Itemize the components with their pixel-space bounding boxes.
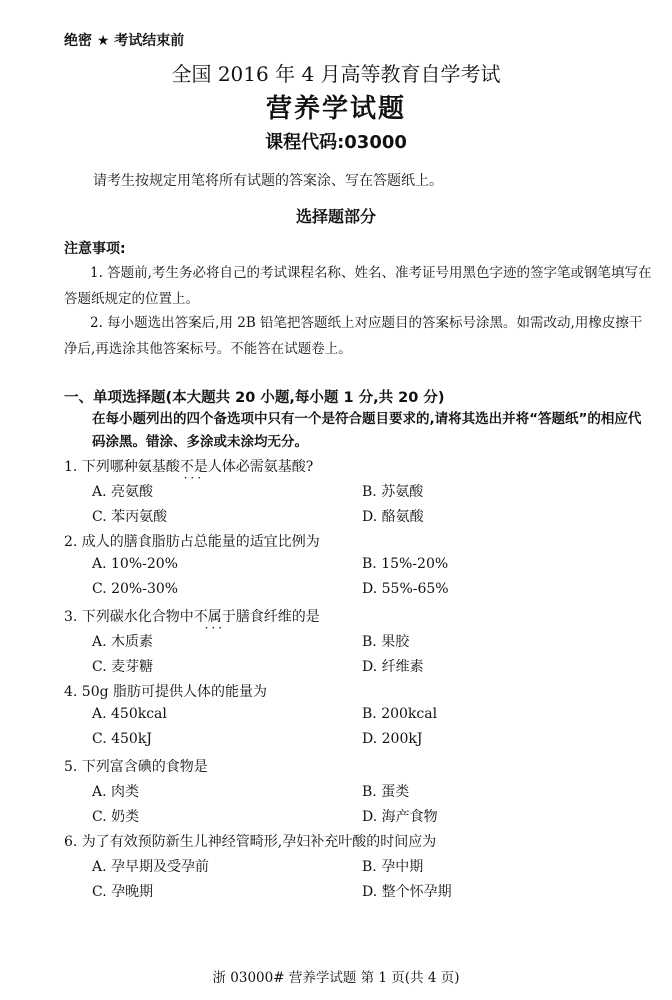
question-2-option-c: C. 20%-30%: [92, 581, 179, 597]
part-title: 选择题部分: [295, 207, 376, 226]
question-6-option-c: C. 孕晚期: [92, 884, 154, 900]
emphasized-text: 不是 ···: [180, 459, 208, 475]
question-4-option-c: C. 450kJ: [92, 731, 152, 747]
question-3-stem: [64, 606, 320, 626]
notes-heading: 注意事项:: [64, 241, 126, 257]
question-4-option-b: B. 200kcal: [362, 706, 438, 722]
section-description: 在每小题列出的四个备选项中只有一个是符合题目要求的,请将其选出并将“答题纸”的相应代码涂黑。错涂、多涂或未涂均无分。: [92, 411, 642, 450]
question-stem-text: 1. 下列哪种氨基酸: [64, 459, 180, 475]
question-3-option-c: C. 麦芽糖: [92, 659, 154, 675]
question-stem-text: 5. 下列富含碘的食物是: [64, 759, 208, 775]
emphasized-text: 不属于 ···: [194, 609, 236, 625]
question-1-option-b: B. 苏氨酸: [362, 484, 424, 500]
question-stem-text: 2. 成人的膳食脂肪占总能量的适宜比例为: [64, 534, 320, 550]
question-2-option-b: B. 15%-20%: [362, 556, 449, 572]
subject-title: 营养学试题: [265, 94, 406, 124]
exam-instruction: 请考生按规定用笔将所有试题的答案涂、写在答题纸上。: [93, 173, 443, 189]
note-item-2: 2. 每小题选出答案后,用 2B 铅笔把答题纸上对应题目的答案标号涂黑。如需改动,用橡皮擦干净后,再选涂其他答案标号。不能答在试题卷上。: [64, 315, 643, 357]
question-1-option-d: D. 酪氨酸: [362, 509, 424, 525]
question-stem-text: 人体必需氨基酸?: [207, 459, 314, 475]
question-1-option-a: A. 亮氨酸: [92, 484, 154, 500]
question-4-option-d: D. 200kJ: [362, 731, 423, 747]
question-1-stem: [64, 456, 313, 476]
question-stem-text: 6. 为了有效预防新生儿神经管畸形,孕妇补充叶酸的时间应为: [64, 834, 437, 850]
question-4-option-a: A. 450kcal: [92, 706, 167, 722]
question-stem-text: 4. 50g 脂肪可提供人体的能量为: [64, 684, 268, 700]
section-heading: 一、单项选择题(本大题共 20 小题,每小题 1 分,共 20 分): [64, 390, 445, 406]
question-6-option-a: A. 孕早期及受孕前: [92, 859, 210, 875]
course-code: 课程代码:03000: [265, 132, 407, 153]
question-5-option-d: D. 海产食物: [362, 809, 438, 825]
question-3-option-d: D. 纤维素: [362, 659, 424, 675]
question-4-stem: [64, 681, 267, 701]
question-2-stem: [64, 531, 320, 551]
question-3-option-b: B. 果胶: [362, 634, 410, 650]
question-5-option-c: C. 奶类: [92, 809, 140, 825]
question-6-option-b: B. 孕中期: [362, 859, 424, 875]
question-2-option-d: D. 55%-65%: [362, 581, 449, 597]
question-3-option-a: A. 木质素: [92, 634, 154, 650]
question-6-option-d: D. 整个怀孕期: [362, 884, 452, 900]
page-footer: 浙 03000# 营养学试题 第 1 页(共 4 页): [212, 970, 460, 986]
question-2-option-a: A. 10%-20%: [92, 556, 178, 572]
question-5-stem: [64, 756, 208, 776]
note-item-1: 1. 答题前,考生务必将自己的考试课程名称、姓名、准考证号用黑色字迹的签字笔或钢笔填写在答题纸规定的位置上。: [64, 265, 652, 307]
question-1-option-c: C. 苯丙氨酸: [92, 509, 168, 525]
question-stem-text: 3. 下列碳水化合物中: [64, 609, 194, 625]
question-stem-text: 膳食纤维的是: [235, 609, 320, 625]
question-5-option-b: B. 蛋类: [362, 784, 410, 800]
question-6-stem: [64, 831, 436, 851]
exam-title: 全国 2016 年 4 月高等教育自学考试: [171, 62, 501, 86]
question-5-option-a: A. 肉类: [92, 784, 140, 800]
confidential-label: 绝密 ★ 考试结束前: [64, 33, 185, 49]
